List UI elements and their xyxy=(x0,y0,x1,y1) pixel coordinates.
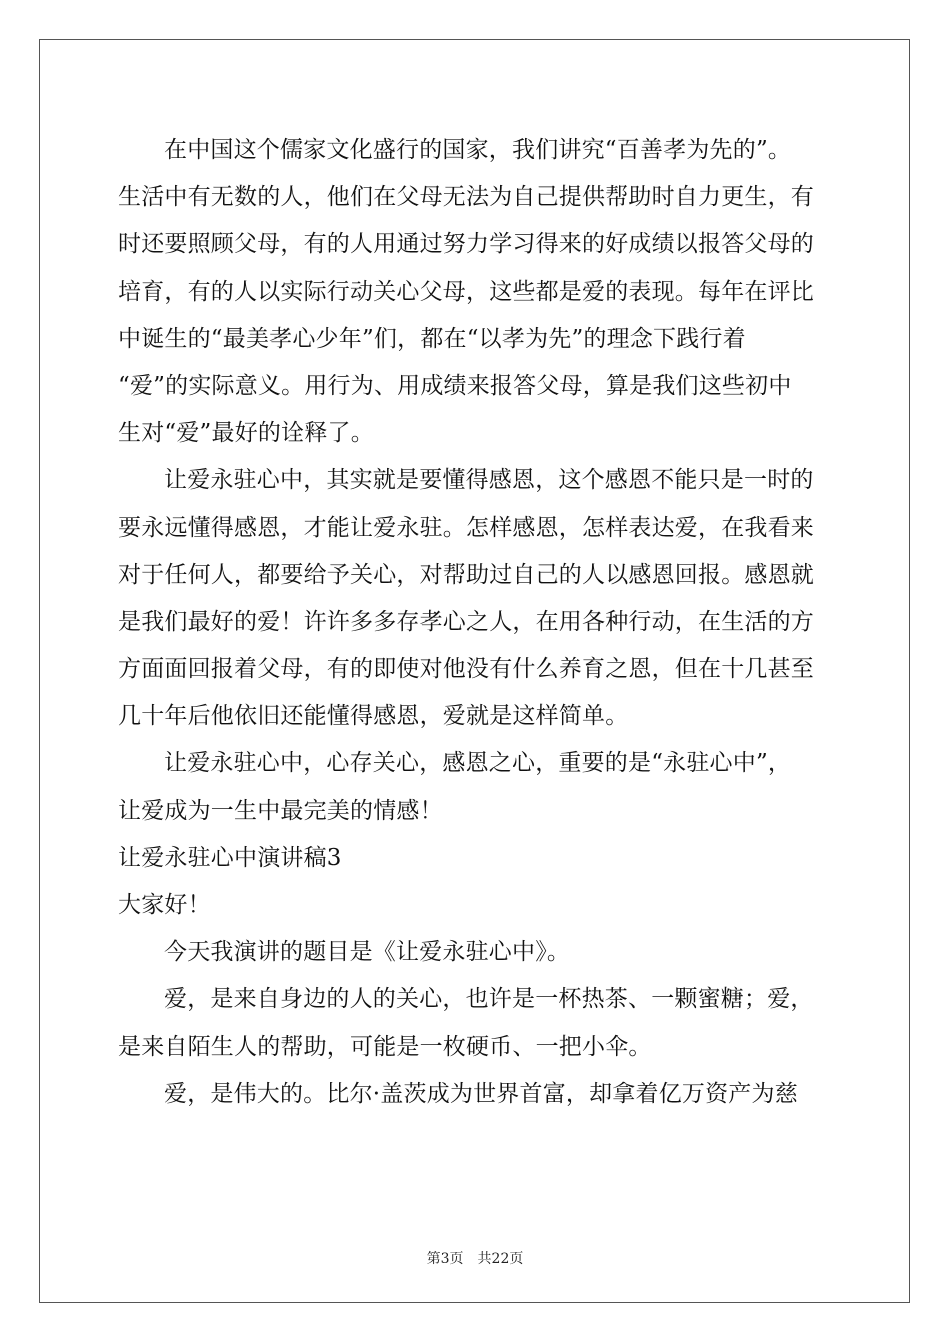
paragraph xyxy=(118,127,838,457)
text-line: 要永远懂得感恩，才能让爱永驻。怎样感恩，怎样表达爱，在我看来 xyxy=(118,514,814,541)
text-line: 生活中有无数的人，他们在父母无法为自己提供帮助时自力更生，有 xyxy=(118,184,814,211)
text-line: 培育，有的人以实际行动关心父母，这些都是爱的表现。每年在评比 xyxy=(118,278,814,305)
paragraph xyxy=(118,1071,838,1118)
text-line: 让爱成为一生中最完美的情感！ xyxy=(118,797,443,824)
section-title: 让爱永驻心中演讲稿3 xyxy=(118,844,342,871)
text-line: 让爱永驻心中，心存关心，感恩之心，重要的是“永驻心中”， xyxy=(164,750,792,777)
paragraph xyxy=(118,929,838,976)
paragraph xyxy=(118,976,838,1070)
page-number: 第3页 xyxy=(426,1251,464,1267)
document-body xyxy=(118,127,838,1118)
text-line: 在中国这个儒家文化盛行的国家，我们讲究“百善孝为先的”。 xyxy=(164,137,792,163)
text-line: 方面面回报着父母，有的即使对他没有什么养育之恩，但在十几甚至 xyxy=(118,656,814,683)
paragraph xyxy=(118,740,838,834)
text-line: “爱”的实际意义。用行为、用成绩来报答父母，算是我们这些初中 xyxy=(118,372,792,399)
paragraph xyxy=(118,457,838,740)
text-line: 对于任何人，都要给予关心，对帮助过自己的人以感恩回报。感恩就 xyxy=(118,561,814,588)
text-line: 是我们最好的爱！许许多多存孝心之人，在用各种行动，在生活的方 xyxy=(118,608,814,635)
text-line: 时还要照顾父母，有的人用通过努力学习得来的好成绩以报答父母的 xyxy=(118,231,814,258)
text-line: 是来自陌生人的帮助，可能是一枚硬币、一把小伞。 xyxy=(118,1033,652,1060)
text-line: 生对“爱”最好的诠释了。 xyxy=(118,420,374,447)
text-line: 几十年后他依旧还能懂得感恩，爱就是这样简单。 xyxy=(118,703,629,730)
text-line: 爱，是来自身边的人的关心，也许是一杯热茶、一颗蜜糖；爱， xyxy=(164,986,814,1013)
text-line: 爱，是伟大的。比尔·盖茨成为世界首富，却拿着亿万资产为慈 xyxy=(164,1080,798,1107)
page-footer xyxy=(0,1248,950,1268)
page-total: 共22页 xyxy=(477,1251,524,1267)
greeting: 大家好！ xyxy=(118,892,211,918)
text-line: 中诞生的“最美孝心少年”们，都在“以孝为先”的理念下践行着 xyxy=(118,325,746,352)
text-line: 今天我演讲的题目是《让爱永驻心中》。 xyxy=(164,939,571,966)
text-line: 让爱永驻心中，其实就是要懂得感恩，这个感恩不能只是一时的 xyxy=(164,467,814,494)
